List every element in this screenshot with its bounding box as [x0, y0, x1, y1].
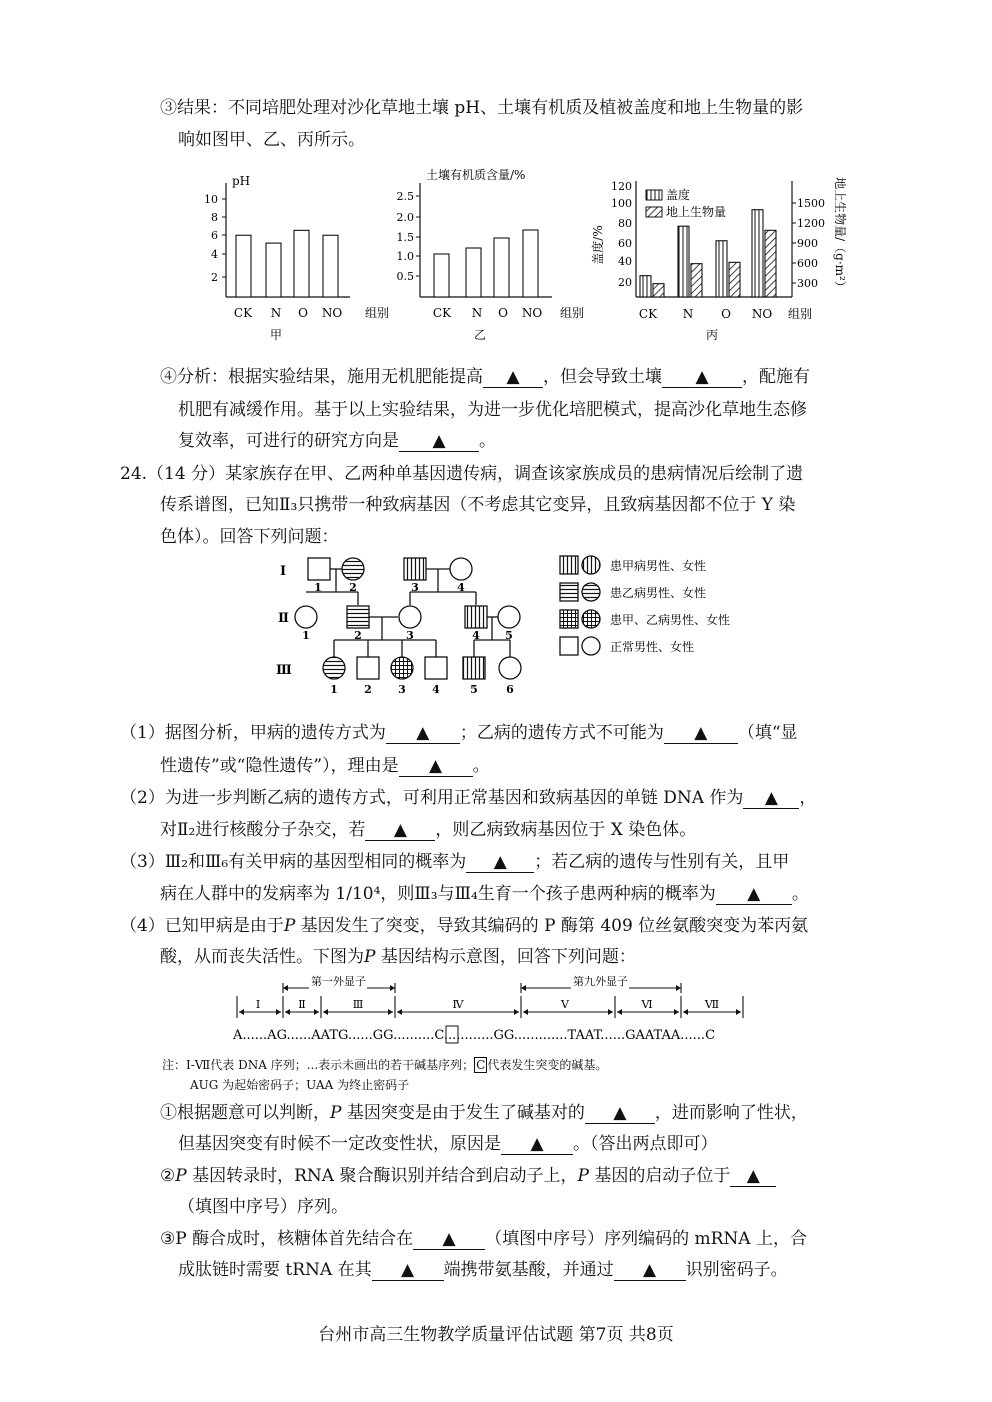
- q-text: ，进而影响了性状，: [654, 1103, 808, 1123]
- q-text: 基因结构示意图，回答下列问题：: [375, 947, 636, 967]
- jia-caption: 甲: [269, 328, 283, 342]
- q-text: 端携带氨基酸，并通过: [443, 1260, 614, 1280]
- segment-label: Ⅳ: [452, 998, 464, 1011]
- jia-ytick: 6: [211, 229, 218, 242]
- legend-biomass-swatch: [646, 207, 662, 217]
- yi-ytick: 0.5: [396, 270, 414, 283]
- answer-blank[interactable]: ▲: [716, 884, 792, 905]
- gene-symbol: P: [364, 947, 376, 967]
- jia-cat: N: [270, 306, 282, 320]
- q-text: （填“显: [737, 723, 798, 743]
- analysis-text: 。: [479, 431, 496, 451]
- q-text: ；若乙病的遗传与性别有关，且甲: [534, 852, 790, 872]
- yi-cat: CK: [432, 306, 452, 320]
- bing-left-tick: 20: [618, 276, 632, 289]
- segment-label: Ⅶ: [704, 998, 720, 1011]
- legend-text: 患甲病男性、女性: [610, 559, 707, 573]
- q-text: ②: [160, 1166, 176, 1186]
- pedigree-num: 1: [330, 683, 338, 696]
- bing-right-tick: 1200: [797, 217, 825, 230]
- ph-bar: [323, 235, 338, 297]
- gene-symbol: P: [577, 1166, 589, 1186]
- result-line-1: ③结果：不同培肥处理对沙化草地土壤 pH、土壤有机质及植被盖度和地上生物量的影: [160, 98, 804, 118]
- q-text: （填图中序号）序列编码的 mRNA 上，合: [485, 1229, 807, 1249]
- q-text: ，则乙病致病基因位于 X 染色体。: [435, 820, 697, 840]
- biomass-bar: [729, 262, 740, 297]
- q4-line-2: [160, 947, 636, 967]
- analysis-text: ，配施有: [742, 367, 810, 387]
- pedigree-num: 3: [411, 581, 419, 594]
- analysis-text: ，但会导致土壤: [543, 367, 662, 387]
- bing-left-tick: 40: [618, 255, 632, 268]
- jia-ytick: 10: [204, 193, 218, 206]
- answer-blank[interactable]: ▲: [662, 367, 742, 388]
- bing-left-tick: 60: [618, 237, 632, 250]
- answer-blank[interactable]: ▲: [483, 367, 543, 388]
- bing-xlabel: 组别: [788, 307, 813, 321]
- q1-line-1: [120, 723, 798, 744]
- bing-cat: NO: [751, 307, 773, 321]
- note-text: 代表发生突变的碱基。: [487, 1058, 608, 1072]
- jia-xlabel: 组别: [365, 306, 390, 320]
- cover-bar: [752, 210, 763, 297]
- exon-1-label: 第一外显子: [311, 975, 366, 988]
- biomass-bar: [653, 284, 664, 297]
- q-text: 对Ⅱ₂进行核酸分子杂交，若: [160, 820, 366, 840]
- answer-blank[interactable]: ▲: [585, 1103, 655, 1124]
- q-text: （1）据图分析，甲病的遗传方式为: [120, 723, 386, 743]
- bing-cat: CK: [638, 307, 658, 321]
- ph-bar: [294, 230, 309, 297]
- pedigree-num: 5: [505, 629, 513, 642]
- pedigree-num: 6: [506, 683, 514, 696]
- q24-line-3: 色体）。回答下列问题：: [160, 527, 339, 547]
- note-text: 注：Ⅰ-Ⅶ代表 DNA 序列；...表示未画出的若干碱基序列；: [162, 1058, 475, 1072]
- chart-yi: [397, 167, 585, 342]
- pedigree-female-III1: [323, 657, 345, 679]
- pedigree-num: 4: [457, 581, 465, 594]
- organic-matter-bar: [434, 254, 449, 297]
- segment-label: Ⅵ: [641, 998, 653, 1011]
- q3-line-2: [160, 884, 809, 905]
- answer-blank[interactable]: ▲: [399, 756, 473, 777]
- jia-ytick: 2: [211, 271, 218, 284]
- segment-label: Ⅰ: [255, 998, 261, 1011]
- gene-symbol: P: [283, 916, 296, 936]
- bing-caption: 丙: [705, 328, 719, 342]
- pedigree-num: 2: [364, 683, 372, 696]
- q-text: ；乙病的遗传方式不可能为: [459, 723, 664, 743]
- q-text: 。: [791, 884, 809, 904]
- jia-cat: NO: [321, 306, 343, 320]
- q-text: ，: [799, 788, 817, 808]
- generation-label: Ⅱ: [278, 611, 289, 626]
- analysis-line-1: [160, 367, 810, 388]
- q-text: （2）为进一步判断乙病的遗传方式，可利用正常基因和致病基因的单链 DNA 作为: [120, 788, 744, 808]
- legend-biomass: 地上生物量: [666, 205, 727, 219]
- pedigree-male-I3: [404, 558, 426, 580]
- yi-cat: O: [498, 306, 508, 320]
- gene-note-2: AUG 为起始密码子；UAA 为终止密码子: [190, 1078, 410, 1092]
- biomass-bar: [765, 230, 776, 297]
- bing-cat: N: [682, 307, 694, 321]
- pedigree-male-II2: [347, 606, 369, 628]
- q-text: 病在人群中的发病率为 1/10⁴，则Ⅲ₃与Ⅲ₄生育一个孩子患两种病的概率为: [160, 884, 716, 904]
- gene-structure-diagram: [225, 966, 765, 1046]
- q-text: 。（答出两点即可）: [573, 1134, 718, 1154]
- exon-9-label: 第九外显子: [573, 975, 628, 988]
- pedigree-female-II5: [498, 606, 520, 628]
- gene-note-1: [162, 1056, 607, 1073]
- yi-cat: N: [471, 306, 483, 320]
- q-text: （4）已知甲病是由于: [120, 916, 284, 936]
- pedigree-num: 2: [354, 629, 362, 642]
- q-text: （3）Ⅲ₂和Ⅲ₆有关甲病的基因型相同的概率为: [120, 852, 467, 872]
- generation-label: Ⅰ: [280, 564, 287, 579]
- q-text: 。: [472, 756, 490, 776]
- q-text: 但基因突变有时候不一定改变性状，原因是: [178, 1134, 501, 1154]
- jia-ytick: 8: [211, 211, 218, 224]
- q1-line-2: [160, 756, 490, 777]
- pedigree-num: 5: [470, 683, 478, 696]
- sub2-line-1: [160, 1166, 776, 1187]
- pedigree-num: 3: [406, 629, 414, 642]
- answer-blank[interactable]: ▲: [730, 1166, 776, 1187]
- q-text: 成肽链时需要 tRNA 在其: [178, 1260, 372, 1280]
- result-line-2: 响如图甲、乙、丙所示。: [178, 130, 365, 150]
- cover-bar: [640, 276, 651, 297]
- q-text: 识别密码子。: [685, 1260, 788, 1280]
- q-text: 酸，从而丧失活性。下图为: [160, 947, 364, 967]
- biomass-bar: [691, 264, 702, 297]
- q-text: 基因的启动子位于: [588, 1166, 731, 1186]
- legend-text: 正常男性、女性: [610, 640, 695, 654]
- jia-cat: CK: [233, 306, 253, 320]
- mutation-symbol: C: [476, 1058, 486, 1072]
- gene-symbol: P: [330, 1103, 342, 1123]
- ph-bar: [266, 243, 281, 297]
- pedigree-male-III5: [463, 657, 485, 679]
- pedigree-female-III6: [499, 657, 521, 679]
- q-text: ③P 酶合成时，核糖体首先结合在: [160, 1229, 414, 1249]
- bing-left-tick: 120: [611, 180, 632, 193]
- pedigree-female-I2: [342, 558, 364, 580]
- pedigree-female-I4: [450, 558, 472, 580]
- bing-cat: O: [721, 307, 731, 321]
- organic-matter-bar: [466, 248, 481, 297]
- segment-label: Ⅱ: [298, 998, 306, 1011]
- bing-right-tick: 300: [797, 277, 818, 290]
- cover-bar: [716, 241, 727, 297]
- ph-bar: [236, 235, 251, 297]
- q4-line-1: [120, 916, 808, 936]
- pedigree-male-II4: [465, 606, 487, 628]
- bing-left-tick: 80: [618, 217, 632, 230]
- sub2-line-2: （填图中序号）序列。: [178, 1197, 348, 1217]
- q3-line-1: [120, 852, 789, 873]
- charts-figure: [190, 165, 847, 355]
- analysis-text: 复效率，可进行的研究方向是: [178, 431, 399, 451]
- answer-blank[interactable]: ▲: [743, 788, 799, 809]
- yi-caption: 乙: [473, 328, 487, 342]
- answer-blank[interactable]: ▲: [614, 1260, 686, 1281]
- organic-matter-bar: [523, 230, 538, 297]
- q-text: 性遗传”或“隐性遗传”），理由是: [160, 756, 399, 776]
- yi-ytick: 2.5: [396, 190, 414, 203]
- jia-ytick: 4: [211, 248, 218, 261]
- q2-line-2: [160, 820, 696, 841]
- analysis-line-2: 机肥有减缓作用。基于以上实验结果，为进一步优化培肥模式，提高沙化草地生态修: [178, 400, 807, 420]
- yi-xlabel: 组别: [560, 306, 585, 320]
- page-footer: 台州市高三生物教学质量评估试题 第7页 共8页: [318, 1325, 674, 1345]
- bing-right-tick: 1500: [797, 197, 825, 210]
- pedigree-num: 1: [302, 629, 310, 642]
- answer-blank[interactable]: ▲: [413, 1229, 485, 1250]
- pedigree-num: 3: [398, 683, 406, 696]
- dna-sequence: A......AG......AATG......GG..........C............GG.............TAAT......GAATAA......C: [233, 1028, 716, 1043]
- pedigree-chart: [270, 552, 770, 702]
- sub1-line-1: [160, 1103, 808, 1124]
- q-text: 基因发生了突变，导致其编码的 P 酶第 409 位丝氨酸突变为苯丙氨: [295, 916, 809, 936]
- gene-symbol: P: [175, 1166, 187, 1186]
- jia-ylabel: pH: [232, 174, 251, 188]
- analysis-line-3: [178, 431, 496, 452]
- bing-left-ylabel: 盖度/%: [591, 225, 605, 265]
- pedigree-num: 2: [349, 581, 357, 594]
- jia-cat: O: [298, 306, 308, 320]
- cover-bar: [678, 226, 689, 297]
- answer-blank[interactable]: ▲: [466, 852, 534, 873]
- answer-blank[interactable]: ▲: [664, 723, 738, 744]
- yi-ylabel: 土壤有机质含量/%: [426, 168, 526, 182]
- answer-blank[interactable]: ▲: [399, 431, 479, 452]
- pedigree-female-II1: [295, 606, 317, 628]
- answer-blank[interactable]: ▲: [365, 820, 435, 841]
- pedigree-male-III2: [357, 657, 379, 679]
- pedigree-num: 1: [314, 581, 322, 594]
- sub3-line-2: [178, 1260, 788, 1281]
- sub1-line-2: [178, 1134, 718, 1155]
- q-text: 基因转录时，RNA 聚合酶识别并结合到启动子上，: [186, 1166, 578, 1186]
- bing-right-tick: 600: [797, 257, 818, 270]
- pedigree-num: 4: [432, 683, 440, 696]
- pedigree-female-III3: [391, 657, 413, 679]
- legend-cover-swatch: [646, 190, 662, 200]
- pedigree-female-II3: [399, 606, 421, 628]
- answer-blank[interactable]: ▲: [372, 1260, 444, 1281]
- chart-jia: [204, 174, 389, 342]
- yi-ytick: 1.0: [396, 250, 414, 263]
- q24-line-1: 24.（14 分）某家族存在甲、乙两种单基因遗传病，调查该家族成员的患病情况后绘制了遗: [120, 464, 804, 484]
- bing-right-ylabel: 地上生物量/（g·m²）: [833, 177, 847, 293]
- q-text: ①根据题意可以判断，: [160, 1103, 330, 1123]
- generation-label: Ⅲ: [276, 663, 292, 678]
- legend-cover: 盖度: [666, 188, 691, 202]
- segment-label: Ⅲ: [352, 998, 364, 1011]
- pedigree-male-III4: [425, 657, 447, 679]
- segment-label: Ⅴ: [561, 998, 569, 1011]
- pedigree-male-I1: [308, 558, 330, 580]
- legend-text: 患乙病男性、女性: [610, 586, 707, 600]
- bing-left-tick: 100: [611, 197, 632, 210]
- answer-blank[interactable]: ▲: [501, 1134, 573, 1155]
- answer-blank[interactable]: ▲: [386, 723, 460, 744]
- bing-right-tick: 900: [797, 237, 818, 250]
- q24-line-2: 传系谱图，已知Ⅱ₃只携带一种致病基因（不考虑其它变异，且致病基因都不位于 Y 染: [160, 495, 796, 515]
- yi-ytick: 1.5: [396, 231, 414, 244]
- q-text: 基因突变是由于发生了碱基对的: [341, 1103, 585, 1123]
- pedigree-num: 4: [472, 629, 480, 642]
- analysis-text: ④分析：根据实验结果，施用无机肥能提高: [160, 367, 483, 387]
- sub3-line-1: [160, 1229, 807, 1250]
- legend-text: 患甲、乙病男性、女性: [610, 613, 731, 627]
- chart-bing: [590, 177, 848, 342]
- organic-matter-bar: [494, 238, 509, 297]
- yi-ytick: 2.0: [396, 211, 414, 224]
- yi-cat: NO: [521, 306, 543, 320]
- q2-line-1: [120, 788, 816, 809]
